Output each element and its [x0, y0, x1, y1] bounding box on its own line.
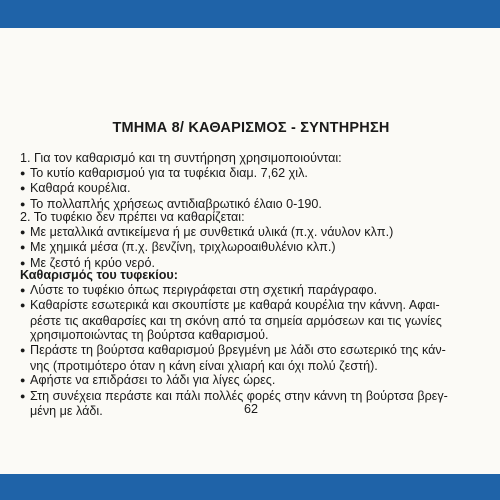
- section-intro: 1. Για τον καθαρισμό και τη συντήρηση χρησιμοποιούνται:: [20, 151, 342, 165]
- bullet-icon: [20, 283, 30, 299]
- list-item: ●Το πολλαπλής χρήσεως αντιδιαβρωτικό έλαιο 0-190.: [20, 197, 482, 213]
- list-item: ●Το κυτίο καθαρισμού για τα τυφέκια διαμ. 7,62 χιλ.: [20, 166, 482, 182]
- list-item: ●Αφήστε να επιδράσει το λάδι για λίγες ώρες.: [20, 373, 482, 389]
- list-item-continuation: ρέστε τις ακαθαρσίες και τη σκόνη από τα σημεία αρμόσεων και τις γωνίες: [30, 313, 442, 328]
- bullet-icon: [20, 225, 30, 241]
- list-item: ●Με μεταλλικά αντικείμενα ή με συνθετικά υλικά (π.χ. νάυλον κλπ.): [20, 225, 482, 241]
- bullet-icon: [20, 373, 30, 389]
- list-item: ●Στη συνέχεια περάστε και πάλι πολλές φορές στην κάννη τη βούρτσα βρεγ-: [20, 389, 482, 405]
- page-number: 62: [243, 402, 258, 416]
- list-item: ●Καθαρά κουρέλια.: [20, 181, 482, 197]
- manual-page: [0, 28, 500, 474]
- section-heading: Καθαρισμός του τυφεκίου:: [20, 268, 178, 282]
- rifle-cleaning-section: [20, 268, 482, 419]
- bullet-icon: [20, 343, 30, 359]
- bullet-icon: [20, 181, 30, 197]
- list-item: ●Καθαρίστε εσωτερικά και σκουπίστε με καθαρά κουρέλια την κάννη. Αφαι-: [20, 298, 482, 314]
- list-item: ●Περάστε τη βούρτσα καθαρισμού βρεγμένη με λάδι στο εσωτερικό της κάν-: [20, 343, 482, 359]
- list-item: ●Λύστε το τυφέκιο όπως περιγράφεται στη σχετική παράγραφο.: [20, 283, 482, 299]
- bullet-icon: [20, 166, 30, 182]
- list-item: ●Με χημικά μέσα (π.χ. βενζίνη, τριχλωροαιθυλένιο κλπ.): [20, 240, 482, 256]
- list-item-continuation: νης (προτιμότερο όταν η κάνη είναι χλιαρή και όχι πολύ ζεστή).: [30, 358, 378, 373]
- cleaning-restrictions-section: [20, 210, 482, 271]
- bullet-icon: [20, 240, 30, 256]
- list-item-continuation: χρησιμοποιώντας τη βούρτσα καθαρισμού.: [30, 328, 269, 343]
- list-item-continuation: μένη με λάδι.: [30, 404, 103, 419]
- cleaning-materials-section: [20, 151, 482, 212]
- bullet-icon: [20, 298, 30, 314]
- section-title: ΤΜΗΜΑ 8/ ΚΑΘΑΡΙΣΜΟΣ - ΣΥΝΤΗΡΗΣΗ: [112, 120, 390, 136]
- section-intro: 2. Το τυφέκιο δεν πρέπει να καθαρίζεται:: [20, 210, 245, 224]
- list-item: ●Με ζεστό ή κρύο νερό.: [20, 256, 482, 272]
